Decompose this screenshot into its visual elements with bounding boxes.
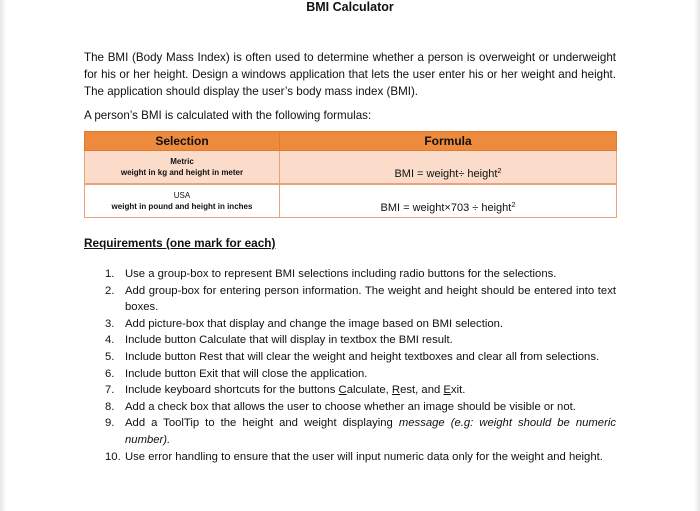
table-header-row [85, 132, 617, 151]
item-text-part: Add a ToolTip to the height and weight displaying [125, 417, 399, 430]
table-row-usa [85, 184, 617, 218]
item-number: 3. [105, 317, 115, 330]
formula-exponent: 2 [511, 200, 516, 209]
list-item [84, 349, 616, 366]
bmi-formula-table [84, 131, 617, 218]
item-text [125, 415, 616, 448]
shortcut-letter: E [443, 384, 451, 397]
requirements-heading: Requirements (one mark for each) [84, 236, 276, 250]
shortcut-letter: C [338, 384, 347, 397]
shortcut-letter: R [391, 384, 401, 397]
list-item [84, 449, 616, 466]
formula-text: BMI = weight×703 ÷ height [380, 202, 512, 214]
list-item [84, 266, 616, 283]
document-title: BMI Calculator [306, 0, 394, 14]
item-text [125, 382, 616, 399]
item-text-part: est, and [400, 384, 444, 397]
item-text-part: alculate, [346, 384, 392, 397]
list-item [84, 415, 616, 448]
item-text-part: Include keyboard shortcuts for the buttons [125, 384, 339, 397]
item-text: Add group-box for entering person information. The weight and height should be entered into text boxes. [125, 284, 616, 314]
item-number: 5. [105, 350, 115, 363]
item-number: 10. [105, 450, 121, 463]
formula-text: BMI = weight÷ height [394, 168, 498, 180]
header-formula: Formula [280, 132, 617, 151]
list-item [84, 283, 616, 316]
list-item [84, 399, 616, 416]
selection-units: weight in kg and height in meter [120, 168, 244, 177]
intro-paragraph: The BMI (Body Mass Index) is often used to determine whether a person is overweight or underweight for his or her height. Design a windows application that lets the user enter his or her weight and height. The application should display the user’s body mass index (BMI). [84, 51, 616, 98]
item-number: 1. [105, 268, 115, 280]
formula-lead-text: A person’s BMI is calculated with the following formulas: [84, 109, 372, 122]
item-text-italic: message (e.g: weight should be numeric number). [125, 417, 617, 446]
item-number: 2. [105, 284, 115, 297]
selection-name: USA [173, 191, 191, 200]
item-number: 9. [105, 417, 115, 430]
formula-exponent: 2 [497, 166, 502, 175]
formula-cell-metric [280, 151, 617, 185]
item-text: Use error handling to ensure that the user will input numeric data only for the weight and height. [125, 450, 603, 463]
item-text: Include button Rest that will clear the weight and height textboxes and clear all from selections. [125, 350, 600, 363]
item-number: 8. [105, 400, 115, 413]
list-item [84, 316, 616, 333]
item-text: Use a group-box to represent BMI selections including radio buttons for the selections. [125, 268, 557, 280]
item-text-part: xit. [450, 384, 466, 397]
header-selection: Selection [85, 132, 280, 151]
right-page-shadow [694, 0, 700, 511]
left-page-shadow [0, 0, 6, 511]
selection-name: Metric [170, 157, 194, 166]
requirements-list [84, 266, 616, 465]
list-item [84, 366, 616, 383]
table-row-metric [85, 151, 617, 185]
list-item [84, 332, 616, 349]
item-text: Add picture-box that display and change the image based on BMI selection. [125, 317, 504, 330]
selection-units: weight in pound and height in inches [111, 202, 253, 211]
item-number: 6. [105, 367, 115, 380]
item-text: Include button Exit that will close the application. [125, 367, 368, 380]
item-number: 4. [105, 334, 115, 347]
item-number: 7. [105, 384, 115, 397]
selection-cell-metric [85, 151, 280, 185]
item-text: Include button Calculate that will display in textbox the BMI result. [125, 334, 453, 347]
list-item [84, 382, 616, 399]
item-text: Add a check box that allows the user to choose whether an image should be visible or not. [125, 400, 576, 413]
selection-cell-usa [85, 184, 280, 218]
formula-cell-usa [280, 184, 617, 218]
